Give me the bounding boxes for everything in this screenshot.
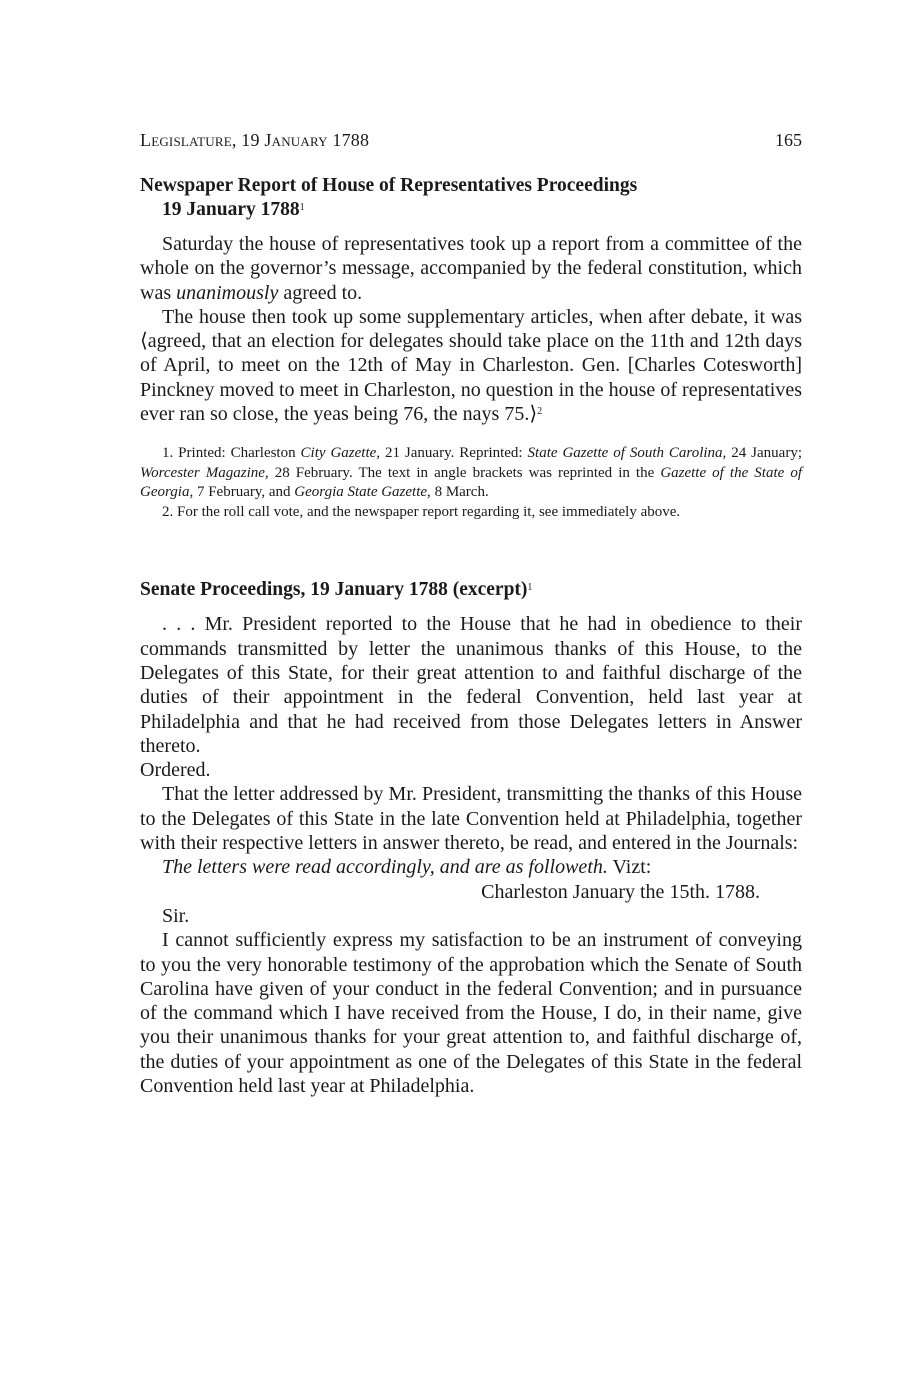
footnote: 2. For the roll call vote, and the newspaper report regarding it, see immediately above. [162,503,681,520]
section-heading [140,174,802,222]
running-head-title: Legislature, 19 January 1788 [140,130,370,150]
section-body [140,232,802,426]
paragraph: That the letter addressed by Mr. President, transmitting the thanks of this House to the Delegates of this State in the late Convention held at Philadelphia, together with their respective letters in answer thereto, be read, and entered in the Journals: [140,783,802,855]
section-senate-proceedings [140,578,802,1098]
footnote-ref: 1 [527,582,533,594]
page-number: 165 [775,130,802,150]
footnote-ref: 1 [299,202,305,213]
paragraph: I cannot sufficiently express my satisfaction to be an instrument of conveying to you the very honorable testimony of the approbation which the Senate of South Carolina have given of your conduct in the federal Convention; and in pursuance of the command which I have received from the House, I do, in their name, give you their unanimous thanks for your great attention to, and faithful discharge of, the duties of your appointment as one of the Delegates of this State in the federal Convention held last year at Philadelphia. [140,929,802,1098]
paragraph: Saturday the house of representatives took up a report from a committee of the whole on the governor’s message, accompanied by the federal constitution, which was unanimously agreed to. [140,233,802,304]
section-heading: Senate Proceedings, 19 January 1788 (excerpt)$^1$ [140,579,533,601]
paragraph: The house then took up some supplementary articles, when after debate, it was ⟨agreed, that an election for delegates should take place on the 11th and 12th days of April, to meet on the 12th of May in Charleston. Gen. [Charles Cotesworth] Pinckney moved to meet in Charleston, no question in the house of representatives ever ran so close, the yeas being 76, the nays 75.⟩$^2$ [140,305,802,426]
section-newspaper-report [140,174,802,522]
section-heading-line2: 19 January 1788 [162,199,300,220]
footnote-ref: 2 [537,406,543,418]
section-heading-line1: Newspaper Report of House of Representatives Proceedings [140,175,638,196]
document-page [140,128,802,1098]
letter-salutation: Sir. [162,904,190,927]
letter-date-line: Charleston January the 15th. 1788. [481,880,760,903]
paragraph: The letters were read accordingly, and are as followeth. Vizt: [162,856,652,879]
section-body [140,612,802,1098]
ordered-line: Ordered. [140,759,211,782]
footnotes [140,444,802,522]
paragraph: . . . Mr. President reported to the House that he had in obedience to their commands transmitted by letter the unanimous thanks of this House, to the Delegates of this State, for their great attention to and faithful discharge of the duties of their appointment in the federal Convention, held last year at Philadelphia and that he had received from those Delegates letters in Answer thereto. [140,613,802,757]
footnote: 1. Printed: Charleston City Gazette, 21 January. Reprinted: State Gazette of South Carolina, 24 January; Worcester Magazine, 28 February. The text in angle brackets was reprinted in the Gazette of the State of Georgia, 7 February, and Georgia State Gazette, 8 March. [140,445,802,501]
running-head [140,128,802,152]
